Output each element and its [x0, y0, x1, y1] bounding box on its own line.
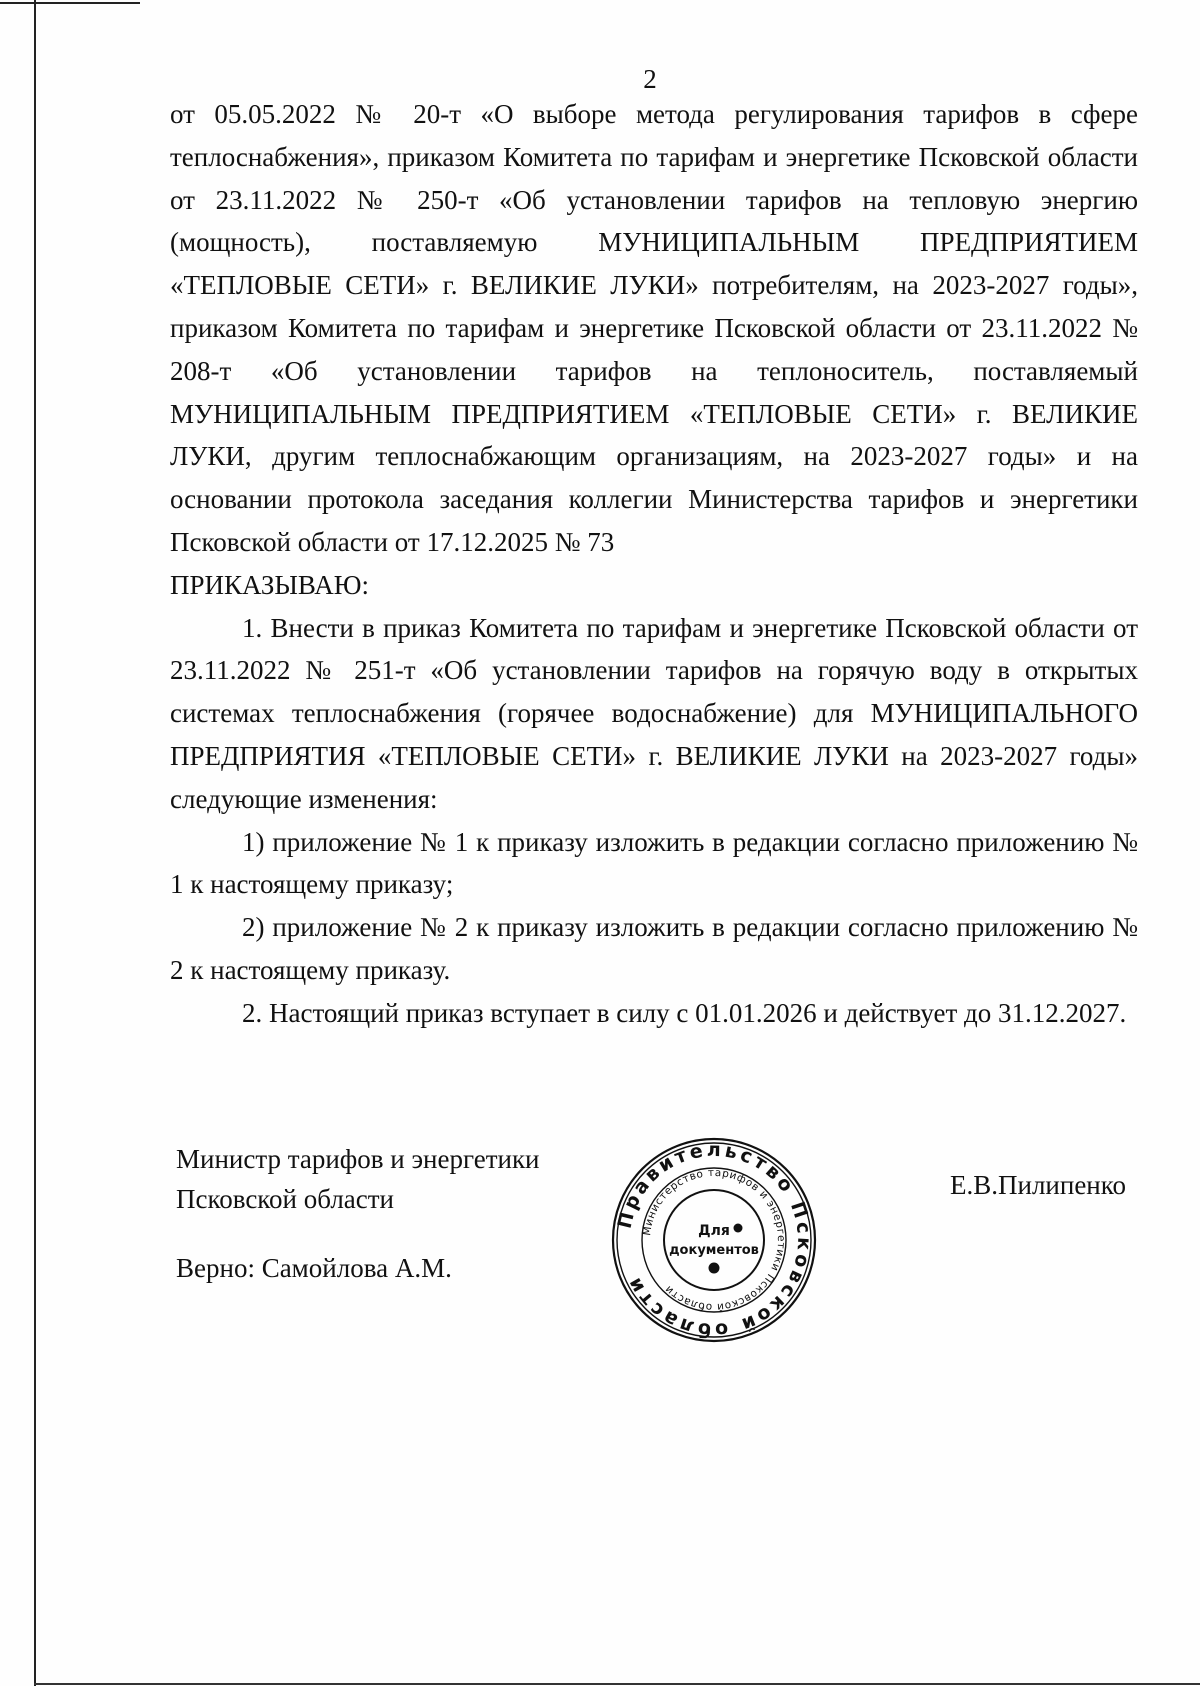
- paragraph-preamble: от 05.05.2022 № 20-т «О выборе метода регулирования тарифов в сфере теплоснабжения», приказом Комитета по тарифам и энергетике Псковской области от 23.11.2022 № 250-т «Об установлении тарифов на тепловую энергию (мощность), поставляемую МУНИЦИПАЛЬНЫМ ПРЕДПРИЯТИЕМ «ТЕПЛОВЫЕ СЕТИ» г. ВЕЛИКИЕ ЛУКИ» потребителям, на 2023-2027 годы», приказом Комитета по тарифам и энергетике Псковской области от 23.11.2022 № 208-т «Об установлении тарифов на теплоноситель, поставляемый МУНИЦИПАЛЬНЫМ ПРЕДПРИЯТИЕМ «ТЕПЛОВЫЕ СЕТИ» г. ВЕЛИКИЕ ЛУКИ, другим теплоснабжающим организациям, на 2023-2027 годы» и на основании протокола заседания коллегии Министерства тарифов и энергетики Псковской области от 17.12.2025 № 73: [170, 99, 1138, 557]
- stamp-inner-text: Министерство тарифов и энергетики Псковской области: [641, 1166, 788, 1314]
- paragraph-order-word: ПРИКАЗЫВАЮ:: [170, 569, 369, 600]
- paragraph-subitem-2: 2) приложение № 2 к приказу изложить в редакции согласно приложению № 2 к настоящему приказу.: [170, 912, 1138, 985]
- signatory-name: Е.В.Пилипенко: [950, 1170, 1127, 1200]
- scan-border-top: [0, 2, 140, 4]
- paragraph-item-2: 2. Настоящий приказ вступает в силу с 01.01.2026 и действует до 31.12.2027.: [242, 997, 1127, 1028]
- stamp-center-line1: Для: [698, 1223, 730, 1239]
- signature-title-line2: Псковской области: [176, 1184, 395, 1214]
- signature-title: [176, 1139, 540, 1219]
- stamp-dot-top: [734, 1224, 743, 1233]
- stamp-outer-text: Правительство Псковской области: [613, 1138, 816, 1342]
- stamp-center-line2: документов: [669, 1243, 759, 1258]
- scan-border-left: [34, 0, 36, 1686]
- stamp-dot-bottom: [709, 1263, 720, 1274]
- official-stamp: [608, 1135, 820, 1345]
- document-body: [170, 93, 1138, 1035]
- stamp-inner-ring: [664, 1190, 764, 1290]
- scan-border-bottom: [34, 1683, 1200, 1685]
- verno-line: Верно: Самойлова А.М.: [176, 1253, 452, 1283]
- signature-title-line1: Министр тарифов и энергетики: [176, 1144, 540, 1174]
- page-number: 2: [643, 64, 657, 94]
- paragraph-item-1: 1. Внести в приказ Комитета по тарифам и энергетике Псковской области от 23.11.2022 № 251-т «Об установлении тарифов на горячую воду в открытых системах теплоснабжения (горячее водоснабжение) для МУНИЦИПАЛЬНОГО ПРЕДПРИЯТИЯ «ТЕПЛОВЫЕ СЕТИ» г. ВЕЛИКИЕ ЛУКИ на 2023-2027 годы» следующие изменения:: [170, 612, 1138, 814]
- paragraph-subitem-1: 1) приложение № 1 к приказу изложить в редакции согласно приложению № 1 к настоящему приказу;: [170, 826, 1138, 900]
